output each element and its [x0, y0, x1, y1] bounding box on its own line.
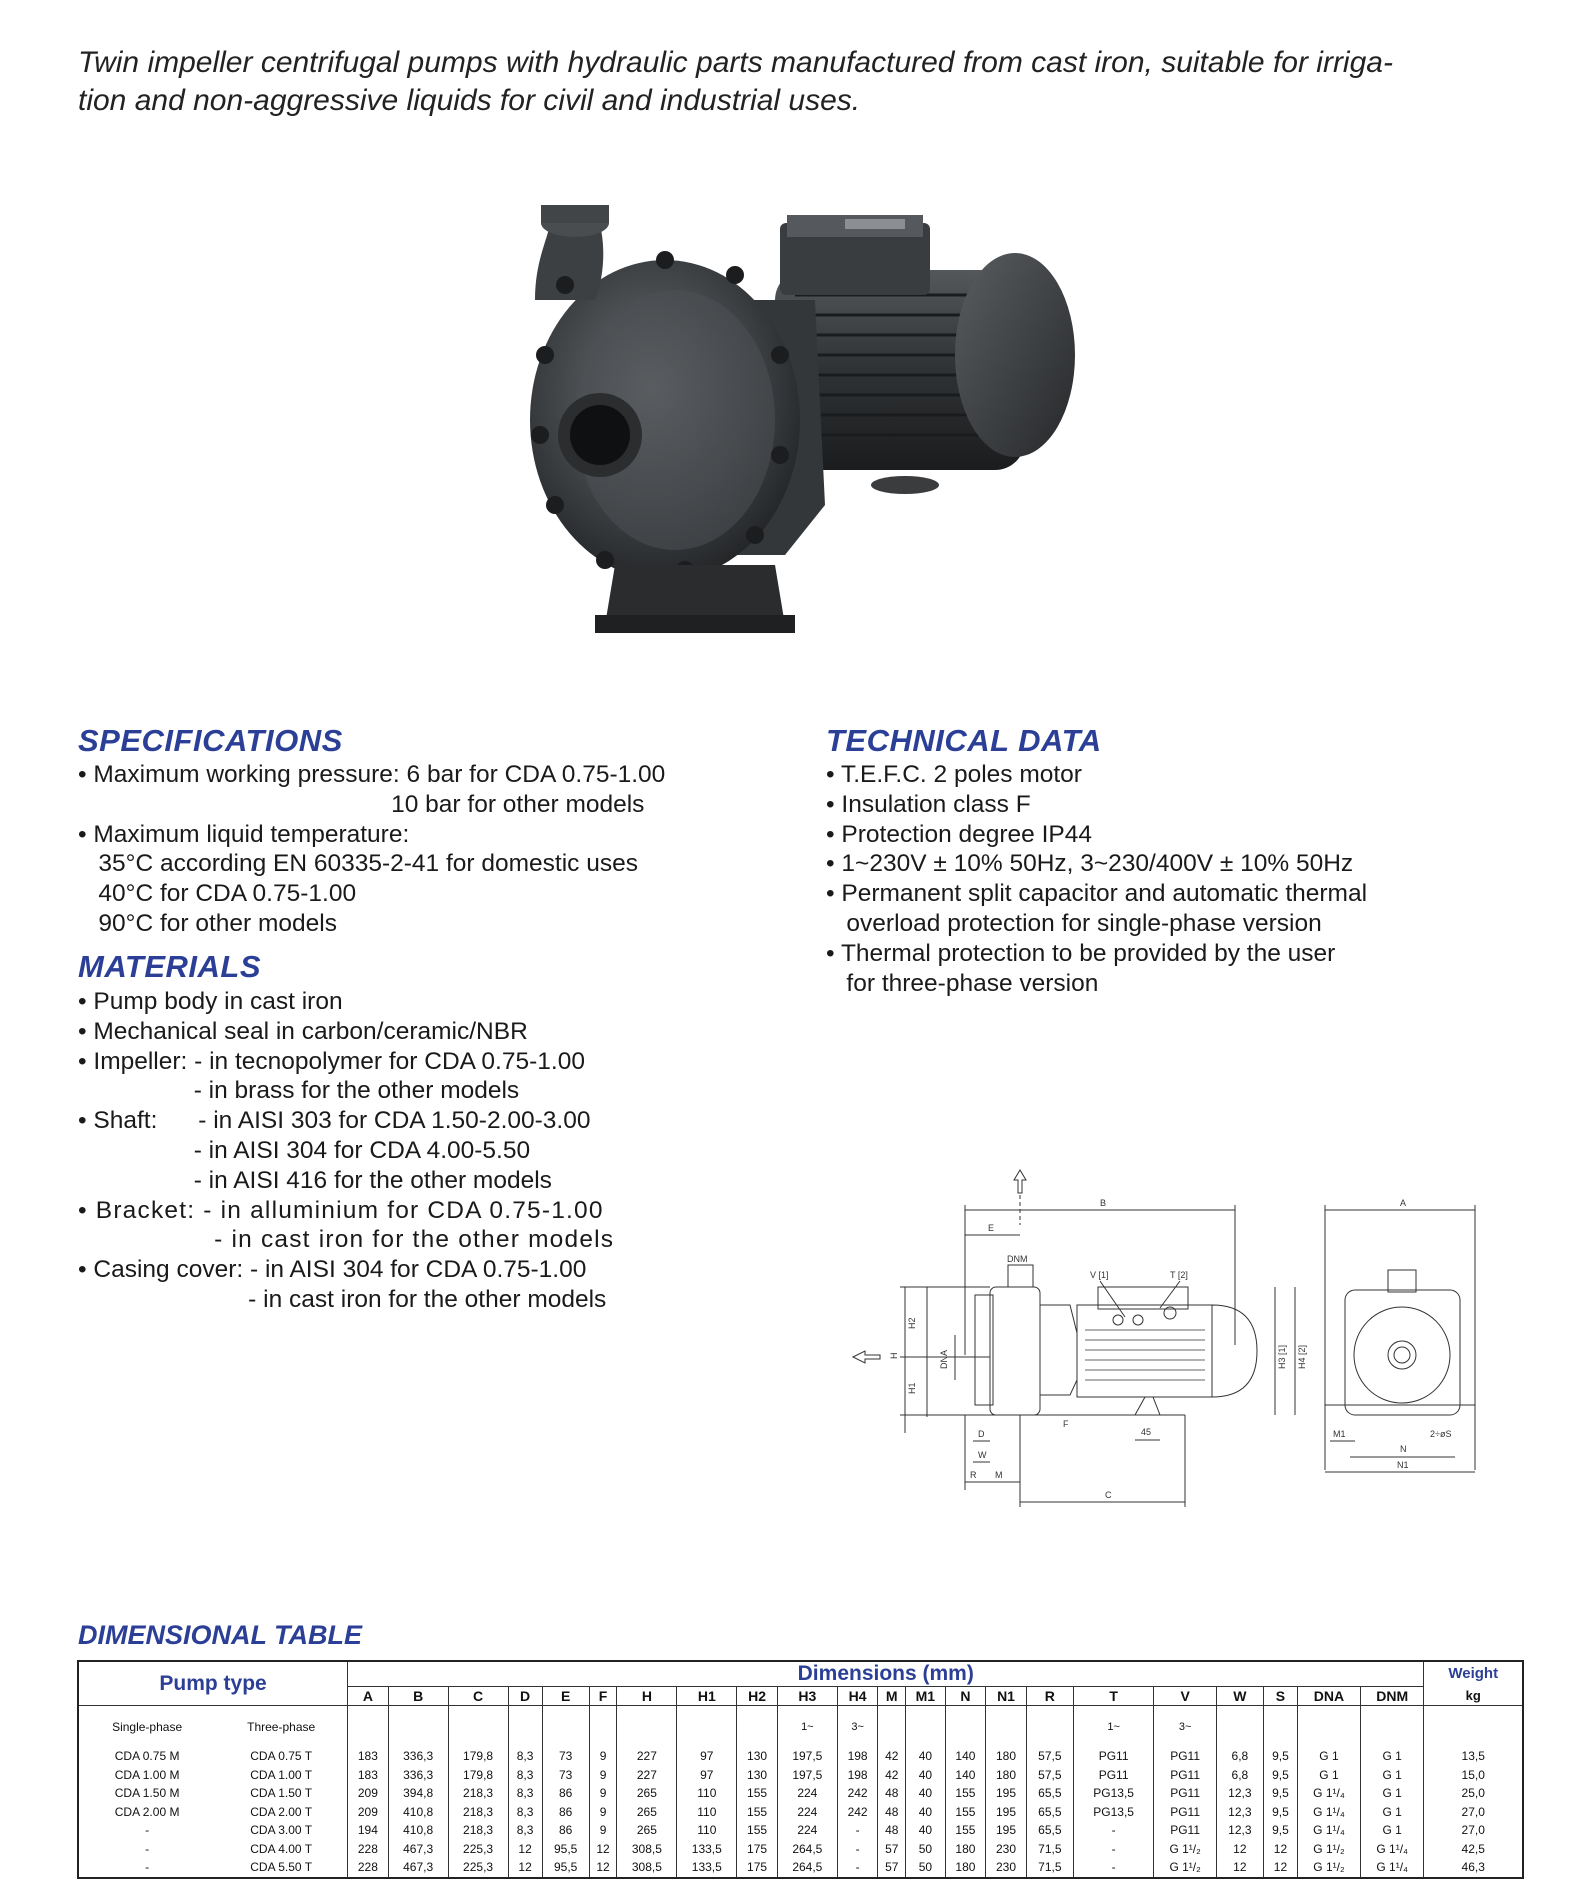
technical-drawing	[845, 1165, 1545, 1585]
table-cell: 224	[777, 1803, 837, 1821]
table-cell: 336,3	[388, 1766, 448, 1784]
table-cell: 57,5	[1026, 1748, 1073, 1766]
tech-line: • 1~230V ± 10% 50Hz, 3~230/400V ± 10% 50Hz	[826, 850, 1354, 878]
col-header: V	[1154, 1687, 1216, 1706]
material-line: - in AISI 416 for the other models	[78, 1166, 552, 1194]
material-line: • Bracket: - in alluminium for CDA 0.75-1.00	[78, 1196, 604, 1224]
table-cell: 86	[542, 1803, 589, 1821]
table-cell: 9,5	[1263, 1821, 1297, 1839]
table-cell: 224	[777, 1821, 837, 1839]
table-cell: G 1¹/₂	[1154, 1858, 1216, 1878]
table-cell: CDA 2.00 T	[215, 1803, 347, 1821]
dim-label-n1: N1	[1397, 1460, 1409, 1470]
spec-line: 90°C for other models	[78, 909, 337, 937]
technical-data-list	[826, 760, 1367, 998]
table-cell: 50	[906, 1840, 945, 1858]
table-cell: 8,3	[508, 1784, 542, 1802]
v-phase-note: 3~	[1154, 1706, 1216, 1748]
table-cell: 27,0	[1461, 1804, 1485, 1819]
table-cell: 71,5	[1026, 1858, 1073, 1878]
pump-photo	[525, 205, 1085, 695]
table-cell: 42,5	[1461, 1841, 1485, 1856]
table-cell: G 1¹/₄	[1360, 1840, 1424, 1858]
table-cell: -	[1073, 1840, 1154, 1858]
table-cell: 8,3	[508, 1821, 542, 1839]
col-header: N1	[986, 1687, 1027, 1706]
table-cell: 197,5	[777, 1748, 837, 1766]
dim-label-w: W	[978, 1450, 987, 1460]
table-cell: -	[1073, 1858, 1154, 1878]
table-cell: 195	[986, 1821, 1027, 1839]
table-cell: 198	[837, 1748, 878, 1766]
table-cell: 97	[677, 1766, 737, 1784]
col-header: DNM	[1360, 1687, 1424, 1706]
dimensional-table-heading: DIMENSIONAL TABLE	[78, 1620, 363, 1650]
table-cell: PG11	[1154, 1766, 1216, 1784]
table-cell: 12,3	[1216, 1821, 1263, 1839]
table-cell: 218,3	[448, 1821, 508, 1839]
table-cell: 110	[677, 1803, 737, 1821]
table-cell: 225,3	[448, 1840, 508, 1858]
table-cell: G 1¹/₄	[1298, 1784, 1361, 1802]
table-cell: 57	[878, 1840, 906, 1858]
table-cell: PG11	[1154, 1748, 1216, 1766]
table-cell: 230	[986, 1840, 1027, 1858]
table-cell: 12,3	[1216, 1784, 1263, 1802]
table-cell: G 1	[1298, 1748, 1361, 1766]
table-cell: 57,5	[1026, 1766, 1073, 1784]
spec-line: 35°C according EN 60335-2-41 for domestic uses	[78, 850, 638, 878]
materials-heading: MATERIALS	[78, 949, 262, 984]
dim-label-dnm: DNM	[1007, 1254, 1028, 1264]
kg-header: kg	[1424, 1687, 1523, 1706]
material-line: - in cast iron for the other models	[78, 1285, 607, 1313]
tech-line: • Protection degree IP44	[826, 820, 1092, 848]
table-cell: CDA 1.00 M	[114, 1767, 180, 1782]
table-cell: 180	[945, 1858, 986, 1878]
table-cell: 155	[737, 1784, 778, 1802]
t-phase-note: 1~	[1073, 1706, 1154, 1748]
table-cell: 264,5	[777, 1858, 837, 1878]
table-cell: G 1	[1360, 1784, 1424, 1802]
table-cell: CDA 0.75 M	[114, 1749, 180, 1764]
table-cell: 48	[878, 1803, 906, 1821]
table-cell: 195	[986, 1803, 1027, 1821]
table-cell: G 1¹/₂	[1154, 1840, 1216, 1858]
table-cell: -	[145, 1860, 150, 1875]
specifications-list	[78, 760, 665, 939]
dim-label-n: N	[1400, 1444, 1407, 1454]
table-cell: 175	[737, 1840, 778, 1858]
table-cell: 133,5	[677, 1858, 737, 1878]
table-cell: 12,3	[1216, 1803, 1263, 1821]
dim-label-dna: DNA	[939, 1349, 949, 1369]
table-cell: 308,5	[617, 1858, 677, 1878]
material-line: • Mechanical seal in carbon/ceramic/NBR	[78, 1017, 528, 1045]
table-cell: 13,5	[1461, 1749, 1485, 1764]
table-cell: -	[837, 1821, 878, 1839]
table-cell: 140	[945, 1748, 986, 1766]
table-cell: 97	[677, 1748, 737, 1766]
table-cell: 8,3	[508, 1766, 542, 1784]
table-cell: 265	[617, 1821, 677, 1839]
table-cell: 467,3	[388, 1840, 448, 1858]
table-cell: 155	[945, 1821, 986, 1839]
table-cell: 209	[348, 1784, 389, 1802]
table-cell: CDA 5.50 T	[215, 1858, 347, 1878]
table-cell: 48	[878, 1784, 906, 1802]
table-cell: PG11	[1154, 1803, 1216, 1821]
three-phase-label: Three-phase	[215, 1706, 347, 1748]
table-cell: 180	[945, 1840, 986, 1858]
table-cell: 9	[589, 1803, 617, 1821]
weight-header: Weight	[1448, 1665, 1499, 1683]
table-cell: PG11	[1154, 1821, 1216, 1839]
col-header: E	[542, 1687, 589, 1706]
table-cell: PG13,5	[1073, 1803, 1154, 1821]
table-cell: 183	[348, 1766, 389, 1784]
table-cell: PG11	[1073, 1766, 1154, 1784]
table-cell: CDA 1.50 T	[215, 1784, 347, 1802]
table-cell: 394,8	[388, 1784, 448, 1802]
table-cell: 225,3	[448, 1858, 508, 1878]
tech-line: • T.E.F.C. 2 poles motor	[826, 761, 1082, 788]
table-cell: 194	[348, 1821, 389, 1839]
col-header: M1	[906, 1687, 945, 1706]
material-line: • Casing cover: - in AISI 304 for CDA 0.75-1.00	[78, 1256, 587, 1284]
table-cell: 6,8	[1216, 1766, 1263, 1784]
table-cell: 218,3	[448, 1784, 508, 1802]
table-cell: 227	[617, 1766, 677, 1784]
table-cell: 9,5	[1263, 1748, 1297, 1766]
table-cell: 155	[945, 1803, 986, 1821]
col-header: T	[1073, 1687, 1154, 1706]
col-header: H3	[777, 1687, 837, 1706]
table-cell: 183	[348, 1748, 389, 1766]
material-line: - in cast iron for the other models	[78, 1226, 615, 1254]
table-cell: 180	[986, 1766, 1027, 1784]
table-cell: 57	[878, 1858, 906, 1878]
table-cell: 230	[986, 1858, 1027, 1878]
table-cell: 40	[906, 1821, 945, 1839]
table-cell: 198	[837, 1766, 878, 1784]
table-cell: G 1¹/₂	[1298, 1840, 1361, 1858]
col-header: A	[348, 1687, 389, 1706]
table-cell: 12	[508, 1840, 542, 1858]
table-cell: CDA 0.75 T	[215, 1748, 347, 1766]
dim-label-h4: H4 [2]	[1297, 1344, 1307, 1369]
table-cell: 265	[617, 1784, 677, 1802]
table-cell: 12	[1263, 1840, 1297, 1858]
table-cell: PG11	[1073, 1748, 1154, 1766]
tech-line: • Permanent split capacitor and automatic thermal	[826, 880, 1368, 908]
table-cell: 86	[542, 1821, 589, 1839]
dim-label-a: A	[1400, 1198, 1407, 1208]
col-header: B	[388, 1687, 448, 1706]
table-cell: 410,8	[388, 1821, 448, 1839]
table-row	[78, 1748, 1523, 1766]
table-cell: 12	[589, 1858, 617, 1878]
table-cell: 27,0	[1461, 1823, 1485, 1838]
table-cell: 73	[542, 1748, 589, 1766]
tech-line: for three-phase version	[826, 969, 1099, 997]
table-row	[78, 1766, 1523, 1784]
col-header: DNA	[1298, 1687, 1361, 1706]
table-cell: 6,8	[1216, 1748, 1263, 1766]
table-cell: 228	[348, 1840, 389, 1858]
col-header: H2	[737, 1687, 778, 1706]
table-cell: 227	[617, 1748, 677, 1766]
table-row	[78, 1821, 1523, 1839]
table-cell: 25,0	[1461, 1786, 1485, 1801]
h4-phase-note: 3~	[837, 1706, 878, 1748]
technical-data-heading: TECHNICAL DATA	[826, 723, 1102, 758]
table-cell: 40	[906, 1784, 945, 1802]
intro-line-2: tion and non-aggressive liquids for civil and industrial uses.	[78, 84, 861, 117]
table-cell: -	[1073, 1821, 1154, 1839]
table-row	[78, 1840, 1523, 1858]
h3-phase-note: 1~	[777, 1706, 837, 1748]
table-cell: 197,5	[777, 1766, 837, 1784]
dim-label-m1: M1	[1333, 1429, 1346, 1439]
table-cell: 71,5	[1026, 1840, 1073, 1858]
table-cell: 9	[589, 1821, 617, 1839]
table-row	[78, 1858, 1523, 1878]
col-header: N	[945, 1687, 986, 1706]
table-cell: CDA 1.50 M	[114, 1786, 180, 1801]
table-cell: 242	[837, 1803, 878, 1821]
table-cell: 65,5	[1026, 1821, 1073, 1839]
table-cell: CDA 1.00 T	[215, 1766, 347, 1784]
col-header: C	[448, 1687, 508, 1706]
table-cell: 155	[737, 1821, 778, 1839]
dim-label-f: F	[1063, 1419, 1069, 1429]
table-cell: 242	[837, 1784, 878, 1802]
spec-line: 40°C for CDA 0.75-1.00	[78, 880, 357, 908]
col-header: F	[589, 1687, 617, 1706]
spec-line: • Maximum liquid temperature:	[78, 820, 410, 848]
table-cell: 12	[508, 1858, 542, 1878]
table-row	[78, 1803, 1523, 1821]
table-cell: 95,5	[542, 1840, 589, 1858]
table-cell: 12	[1216, 1858, 1263, 1878]
tech-line: • Insulation class F	[826, 790, 1031, 818]
table-cell: G 1	[1298, 1766, 1361, 1784]
col-header: R	[1026, 1687, 1073, 1706]
table-cell: 265	[617, 1803, 677, 1821]
dim-label-45: 45	[1141, 1427, 1152, 1437]
table-cell: 195	[986, 1784, 1027, 1802]
table-cell: 86	[542, 1784, 589, 1802]
pump-type-header: Pump type	[78, 1661, 348, 1706]
table-cell: 209	[348, 1803, 389, 1821]
table-cell: 9	[589, 1784, 617, 1802]
table-cell: CDA 3.00 T	[215, 1821, 347, 1839]
table-cell: 130	[737, 1748, 778, 1766]
col-header: W	[1216, 1687, 1263, 1706]
dim-label-h1: H1	[907, 1382, 917, 1394]
materials-list	[78, 987, 614, 1315]
dimensions-header: Dimensions (mm)	[348, 1661, 1424, 1687]
table-cell: 110	[677, 1784, 737, 1802]
dim-label-h3: H3 [1]	[1277, 1344, 1287, 1369]
table-cell: 12	[1216, 1840, 1263, 1858]
table-cell: -	[145, 1841, 150, 1856]
material-line: • Pump body in cast iron	[78, 988, 343, 1015]
table-cell: 140	[945, 1766, 986, 1784]
table-cell: G 1	[1360, 1766, 1424, 1784]
table-cell: 308,5	[617, 1840, 677, 1858]
table-cell: G 1	[1360, 1748, 1424, 1766]
spec-line: 10 bar for other models	[78, 790, 645, 818]
tech-line: • Thermal protection to be provided by the user	[826, 939, 1336, 967]
table-cell: 9	[589, 1748, 617, 1766]
table-cell: 95,5	[542, 1858, 589, 1878]
table-cell: 224	[777, 1784, 837, 1802]
table-cell: 155	[945, 1784, 986, 1802]
table-cell: G 1	[1360, 1821, 1424, 1839]
table-cell: 336,3	[388, 1748, 448, 1766]
col-header: H1	[677, 1687, 737, 1706]
spec-line: • Maximum working pressure: 6 bar for CDA 0.75-1.00	[78, 761, 666, 788]
table-cell: 9,5	[1263, 1766, 1297, 1784]
material-line: - in AISI 304 for CDA 4.00-5.50	[78, 1136, 531, 1164]
table-cell: 15,0	[1461, 1767, 1485, 1782]
table-cell: 179,8	[448, 1748, 508, 1766]
dim-label-m: M	[995, 1470, 1003, 1480]
dim-label-c: C	[1105, 1490, 1112, 1500]
material-line: • Impeller: - in tecnopolymer for CDA 0.75-1.00	[78, 1047, 585, 1075]
table-cell: G 1¹/₄	[1360, 1858, 1424, 1878]
table-cell: 467,3	[388, 1858, 448, 1878]
material-line: - in brass for the other models	[78, 1077, 520, 1105]
table-cell: -	[837, 1840, 878, 1858]
table-cell: CDA 2.00 M	[114, 1804, 180, 1819]
single-phase-label: Single-phase	[112, 1719, 183, 1734]
table-cell: 42	[878, 1748, 906, 1766]
col-header: M	[878, 1687, 906, 1706]
table-cell: PG13,5	[1073, 1784, 1154, 1802]
table-cell: 179,8	[448, 1766, 508, 1784]
dim-label-e: E	[988, 1223, 995, 1233]
table-cell: 410,8	[388, 1803, 448, 1821]
dim-label-v: V [1]	[1090, 1270, 1109, 1280]
table-cell: 133,5	[677, 1840, 737, 1858]
table-cell: 9,5	[1263, 1784, 1297, 1802]
table-cell: G 1	[1360, 1803, 1424, 1821]
table-cell: 65,5	[1026, 1784, 1073, 1802]
table-cell: 46,3	[1461, 1860, 1485, 1875]
table-cell: 40	[906, 1803, 945, 1821]
table-cell: 73	[542, 1766, 589, 1784]
dim-label-d: D	[978, 1429, 985, 1439]
table-cell: 218,3	[448, 1803, 508, 1821]
table-cell: 40	[906, 1748, 945, 1766]
table-cell: 48	[878, 1821, 906, 1839]
table-row	[78, 1784, 1523, 1802]
dim-label-h: H	[889, 1352, 899, 1359]
table-cell: 180	[986, 1748, 1027, 1766]
table-cell: 8,3	[508, 1748, 542, 1766]
table-cell: CDA 4.00 T	[215, 1840, 347, 1858]
dim-label-t: T [2]	[1170, 1270, 1188, 1280]
specifications-heading: SPECIFICATIONS	[78, 723, 343, 758]
table-cell: 50	[906, 1858, 945, 1878]
table-cell: PG11	[1154, 1784, 1216, 1802]
table-cell: 155	[737, 1803, 778, 1821]
col-header: H4	[837, 1687, 878, 1706]
col-header: D	[508, 1687, 542, 1706]
dim-label-s: 2÷øS	[1430, 1429, 1452, 1439]
table-cell: G 1¹/₂	[1298, 1858, 1361, 1878]
table-cell: -	[145, 1823, 150, 1838]
table-cell: 12	[589, 1840, 617, 1858]
table-cell: -	[837, 1858, 878, 1878]
material-line: • Shaft: - in AISI 303 for CDA 1.50-2.00-3.00	[78, 1107, 591, 1135]
dim-label-h2: H2	[907, 1317, 917, 1329]
dim-label-r: R	[970, 1470, 977, 1480]
table-cell: 9	[589, 1766, 617, 1784]
table-cell: 175	[737, 1858, 778, 1878]
dimensional-table	[77, 1660, 1524, 1879]
table-cell: 9,5	[1263, 1803, 1297, 1821]
intro-text	[78, 44, 1528, 120]
table-cell: 40	[906, 1766, 945, 1784]
table-cell: 228	[348, 1858, 389, 1878]
table-cell: 8,3	[508, 1803, 542, 1821]
col-header: S	[1263, 1687, 1297, 1706]
col-header: H	[617, 1687, 677, 1706]
table-cell: 65,5	[1026, 1803, 1073, 1821]
tech-line: overload protection for single-phase version	[826, 909, 1322, 937]
intro-line-1: Twin impeller centrifugal pumps with hydraulic parts manufactured from cast iron, suitable for irriga-	[78, 46, 1393, 79]
table-cell: G 1¹/₄	[1298, 1821, 1361, 1839]
dim-label-b: B	[1100, 1198, 1107, 1208]
table-cell: 12	[1263, 1858, 1297, 1878]
table-cell: G 1¹/₄	[1298, 1803, 1361, 1821]
table-cell: 130	[737, 1766, 778, 1784]
table-cell: 264,5	[777, 1840, 837, 1858]
table-cell: 110	[677, 1821, 737, 1839]
table-cell: 42	[878, 1766, 906, 1784]
